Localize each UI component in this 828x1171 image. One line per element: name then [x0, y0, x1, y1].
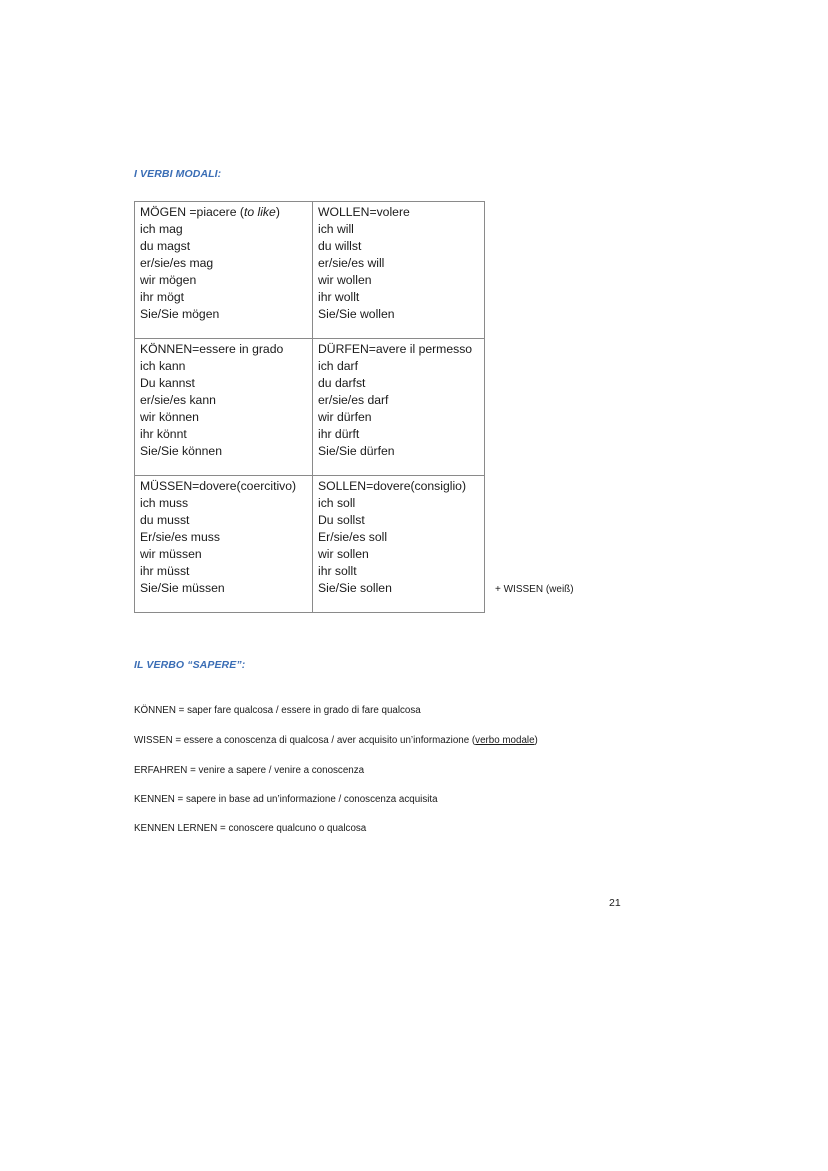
conjugation-line: ihr könnt: [140, 427, 187, 441]
table-row: [135, 476, 485, 613]
modal-verb-note: verbo modale: [475, 735, 535, 746]
conjugation-line: er/sie/es darf: [318, 393, 389, 407]
conjugation-line: Er/sie/es muss: [140, 530, 220, 544]
conjugation-line: ihr mögt: [140, 290, 185, 304]
conjugation-line: wir können: [140, 410, 199, 424]
conjugation-line: Sie/Sie können: [140, 444, 222, 458]
conjugation-line: du magst: [140, 239, 191, 253]
heading-modal-verbs: I VERBI MODALI:: [134, 168, 222, 180]
verb-title: MÖGEN =piacere (to like): [140, 205, 280, 219]
conjugation-line: Er/sie/es soll: [318, 530, 388, 544]
conjugation-line: ich soll: [318, 496, 356, 510]
verb-cell: [313, 476, 485, 613]
conjugation-line: ich darf: [318, 359, 358, 373]
conjugation-line: wir mögen: [140, 273, 197, 287]
verb-cell: [313, 339, 485, 476]
conjugation-line: ich kann: [140, 359, 186, 373]
page-number: 21: [609, 897, 621, 909]
conjugation-line: du darfst: [318, 376, 366, 390]
conjugation-line: wir müssen: [140, 547, 202, 561]
verb-title: WOLLEN=volere: [318, 205, 410, 219]
verb-title: DÜRFEN=avere il permesso: [318, 342, 473, 356]
conjugation-line: ich muss: [140, 496, 189, 510]
verb-title: MÜSSEN=dovere(coercitivo): [140, 479, 297, 493]
conjugation-line: er/sie/es will: [318, 256, 385, 270]
conjugation-line: wir sollen: [318, 547, 369, 561]
verb-cell: [135, 476, 313, 613]
table-row: [135, 339, 485, 476]
conjugation-line: Du sollst: [318, 513, 365, 527]
definition-kennen: KENNEN = sapere in base ad un’informazione / conoscenza acquisita: [134, 794, 438, 805]
modal-verbs-table: [134, 201, 485, 613]
verb-cell: [313, 202, 485, 339]
conjugation-line: ich mag: [140, 222, 183, 236]
verb-cell: [135, 202, 313, 339]
definition-kennen-lernen: KENNEN LERNEN = conoscere qualcuno o qualcosa: [134, 823, 367, 834]
conjugation-line: wir dürfen: [318, 410, 372, 424]
conjugation-line: er/sie/es mag: [140, 256, 214, 270]
conjugation-line: du musst: [140, 513, 190, 527]
definition-erfahren: ERFAHREN = venire a sapere / venire a conoscenza: [134, 765, 365, 776]
verb-cell: [135, 339, 313, 476]
conjugation-line: Sie/Sie dürfen: [318, 444, 395, 458]
conjugation-line: ihr dürft: [318, 427, 360, 441]
conjugation-line: du willst: [318, 239, 362, 253]
conjugation-line: ihr müsst: [140, 564, 190, 578]
conjugation-line: ihr sollt: [318, 564, 357, 578]
conjugation-line: wir wollen: [318, 273, 372, 287]
conjugation-line: ich will: [318, 222, 354, 236]
conjugation-line: er/sie/es kann: [140, 393, 216, 407]
verb-title: SOLLEN=dovere(consiglio): [318, 479, 467, 493]
side-note-wissen: + WISSEN (weiß): [495, 584, 574, 595]
conjugation-line: Du kannst: [140, 376, 195, 390]
conjugation-line: Sie/Sie müssen: [140, 581, 225, 595]
verb-title: KÖNNEN=essere in grado: [140, 342, 284, 356]
conjugation-line: Sie/Sie sollen: [318, 581, 392, 595]
conjugation-line: Sie/Sie wollen: [318, 307, 395, 321]
table-row: [135, 202, 485, 339]
definition-wissen: WISSEN = essere a conoscenza di qualcosa / aver acquisito un’informazione (verbo modale): [134, 735, 538, 746]
conjugation-line: ihr wollt: [318, 290, 360, 304]
definition-koennen: KÖNNEN = saper fare qualcosa / essere in grado di fare qualcosa: [134, 705, 421, 716]
conjugation-line: Sie/Sie mögen: [140, 307, 220, 321]
heading-verb-sapere: IL VERBO “SAPERE”:: [134, 659, 246, 671]
